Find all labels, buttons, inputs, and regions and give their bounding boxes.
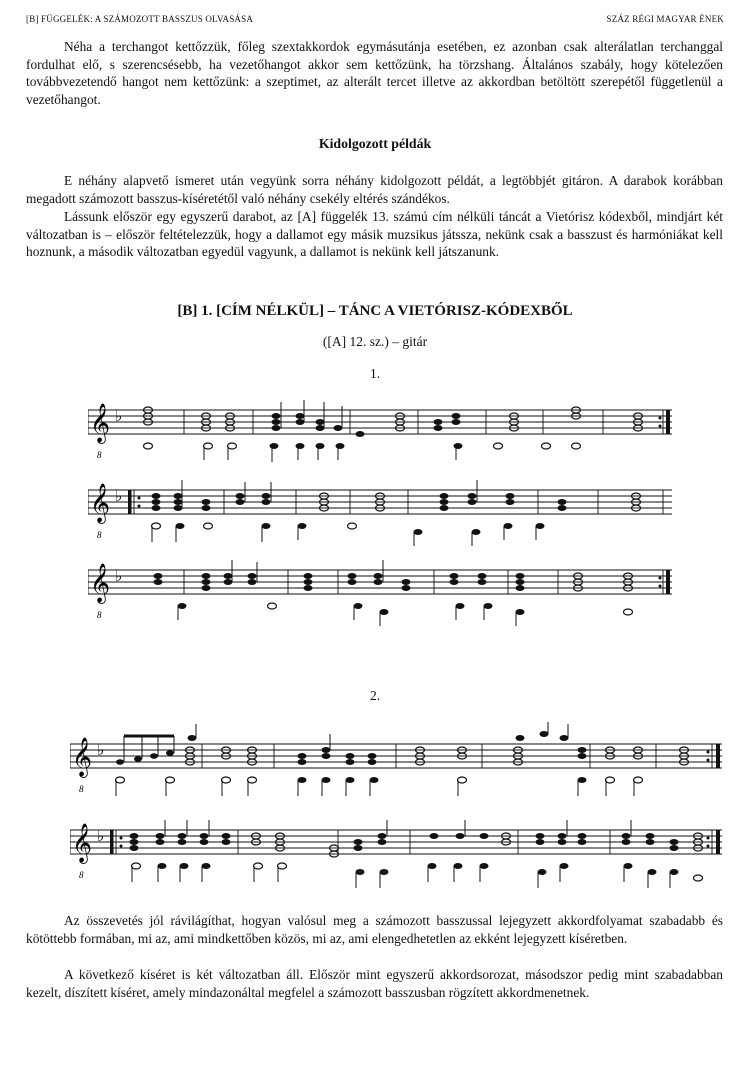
paragraph-doubling: Néha a terchangot kettőzzük, főleg szextakkordok egymásutánja esetében, ez azonban csak alterálatlan terchanggal fordulhat elő, s szerencsésebb, ha vezetőhangot akkor sem kettőzünk, ha törzshang. Általános szabály, hogy kötelezően továbbvezetendő hangot nem kettőzünk: a szeptimet, az alterált tercet illetve az akkordban betöltött szerepétől függetlenül a vezetőhangot. <box>26 39 723 107</box>
running-header <box>26 14 724 26</box>
treble-clef-icon: 𝄞 <box>90 563 111 603</box>
header-left: [B] FÜGGELÉK: A SZÁMOZOTT BASSZUS OLVASÁSA <box>26 14 254 24</box>
music-notation <box>88 548 672 628</box>
music-notation <box>88 388 672 468</box>
flat-icon: ♭ <box>97 827 105 845</box>
octave-mark: 8 <box>79 870 84 880</box>
staff-system-3 <box>88 548 672 628</box>
music-notation <box>70 808 722 894</box>
treble-clef-icon: 𝄞 <box>90 403 111 443</box>
piece-subtitle: ([A] 12. sz.) – gitár <box>322 334 428 349</box>
piece-title: [B] 1. [CÍM NÉLKÜL] – TÁNC A VIETÓRISZ-KÓDEXBŐL <box>177 303 573 319</box>
treble-clef-icon: 𝄞 <box>90 483 111 523</box>
octave-mark: 8 <box>97 450 102 460</box>
staff-system-4 <box>70 722 722 806</box>
section-heading: Kidolgozott példák <box>318 136 432 151</box>
octave-mark: 8 <box>97 530 102 540</box>
paragraph-next-accompaniment: A következő kíséret is két változatban áll. Először mint egyszerű akkordsorozat, másodszor pedig mint szabadabban kezelt, díszített kíséret, amely mindazonáltal megfelel a számozott basszusban rögzített akkordmenetnek. <box>26 967 723 1000</box>
paragraph-description: Lássunk először egy egyszerű darabot, az [A] függelék 13. számú cím nélküli táncát a Vietórisz kódexből, mindjárt két változatban is – először feltételezzük, hogy a dallamot egy másik muzsikus játssza, nekünk csak a basszust és harmóniákat kell hoznunk, a második változatban egyedül vagyunk, a dallamot is nekünk kell játszanunk. <box>26 209 723 260</box>
music-notation <box>70 722 722 806</box>
octave-mark: 8 <box>97 610 102 620</box>
octave-mark: 8 <box>79 784 84 794</box>
treble-clef-icon: 𝄞 <box>72 823 93 863</box>
flat-icon: ♭ <box>115 487 123 505</box>
flat-icon: ♭ <box>97 741 105 759</box>
staff-system-2 <box>88 468 672 548</box>
staff-system-5 <box>70 808 722 894</box>
flat-icon: ♭ <box>115 407 123 425</box>
paragraph-comparison: Az összevetés jól rávilágíthat, hogyan valósul meg a számozott basszussal lejegyzett akkordfolyamat szabadabb és kötöttebb formában, mi az, ami mindkettőben közös, mi az, ami elengedhetetlen az ekként lejegyzett kíséretben. <box>26 913 723 946</box>
flat-icon: ♭ <box>115 567 123 585</box>
staff-system-1 <box>88 388 672 468</box>
header-right: SZÁZ RÉGI MAGYAR ÉNEK <box>606 14 724 24</box>
paragraph-intro: E néhány alapvető ismeret után vegyünk sorra néhány kidolgozott példát, a legtöbbjét gitáron. A darabok korábban megadott számozott basszus-kíséretétől való néhány csekély eltérés szándékos. <box>26 173 723 206</box>
version-2-label: 2. <box>369 688 381 703</box>
treble-clef-icon: 𝄞 <box>72 737 93 777</box>
music-notation <box>88 468 672 548</box>
version-1-label: 1. <box>369 366 381 381</box>
